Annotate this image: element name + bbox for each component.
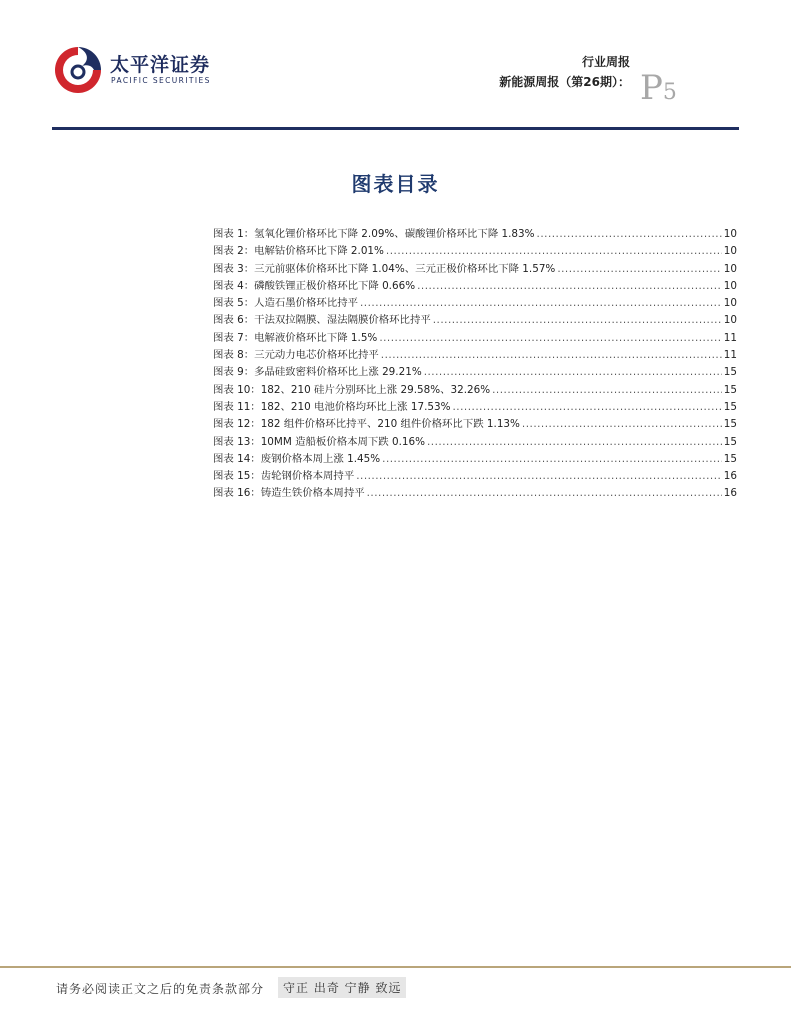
toc-item[interactable] [213,433,737,450]
toc-item-page: 11 [723,349,737,362]
toc-item-page: 10 [723,297,737,310]
toc-leader-dots [557,263,721,275]
toc-item-page: 15 [723,435,737,448]
toc-leader-dots [492,384,722,396]
toc-item[interactable] [213,363,737,380]
footer-motto: 守正 出奇 宁静 致远 [278,977,406,998]
toc-leader-dots [453,401,722,413]
toc-leader-dots [417,280,722,292]
toc-title: 图表目录 [351,172,440,196]
toc-item-page: 16 [723,487,737,500]
toc-item-text: 图表 6：干法双拉隔膜、湿法隔膜价格环比持平 [213,314,431,327]
toc-list [213,225,737,502]
toc-item-page: 16 [723,470,737,483]
toc-item-text: 图表 3：三元前驱体价格环比下降 1.04%、三元正极价格环比下降 1.57% [213,262,556,275]
toc-item-page: 10 [723,314,737,327]
toc-item-text: 图表 7：电解液价格环比下降 1.5% [213,331,378,344]
page-digit: 5 [662,80,677,105]
toc-item[interactable] [213,260,737,277]
toc-item-page: 15 [723,418,737,431]
toc-leader-dots [386,245,722,257]
logo-english-name: PACIFIC SECURITIES [111,76,211,85]
toc-leader-dots [424,366,722,378]
toc-leader-dots [382,453,722,465]
toc-leader-dots [433,314,722,326]
toc-item-page: 10 [723,245,737,258]
toc-item[interactable] [213,398,737,415]
report-type: 行业周报 [581,55,630,69]
toc-item-text: 图表 12：182 组件价格环比持平、210 组件价格环比下跌 1.13% [213,418,520,431]
page-letter: P [640,68,663,108]
toc-item[interactable] [213,294,737,311]
toc-leader-dots [522,418,722,430]
toc-item[interactable] [213,450,737,467]
toc-item[interactable] [213,415,737,432]
company-logo [52,44,222,94]
toc-item-text: 图表 8：三元动力电芯价格环比持平 [213,349,379,362]
toc-item-text: 图表 2：电解钴价格环比下降 2.01% [213,245,384,258]
header-divider [52,127,739,130]
toc-item-page: 15 [723,452,737,465]
toc-item-text: 图表 11：182、210 电池价格均环比上涨 17.53% [213,400,451,413]
toc-item-text: 图表 16：铸造生铁价格本周持平 [213,487,365,500]
report-issue-title: 新能源周报（第26期）： [499,75,630,89]
toc-item-page: 11 [723,331,737,344]
toc-item[interactable] [213,225,737,242]
footer-disclaimer-note: 请务必阅读正文之后的免责条款部分 [56,982,265,996]
toc-item[interactable] [213,242,737,259]
toc-leader-dots [356,470,722,482]
toc-leader-dots [379,332,721,344]
toc-leader-dots [367,487,722,499]
toc-item[interactable] [213,329,737,346]
toc-item-page: 10 [723,262,737,275]
toc-item-text: 图表 4：磷酸铁锂正极价格环比下降 0.66% [213,279,416,292]
pacific-securities-logo-icon [52,44,104,96]
toc-item[interactable] [213,484,737,501]
toc-item-text: 图表 10：182、210 硅片分别环比上涨 29.58%、32.26% [213,383,491,396]
toc-item-page: 15 [723,383,737,396]
toc-item-text: 图表 5：人造石墨价格环比持平 [213,297,358,310]
page-number [640,68,677,108]
footer-divider [0,966,791,968]
toc-item-page: 15 [723,366,737,379]
toc-item-text: 图表 15：齿轮钢价格本周持平 [213,470,355,483]
toc-item[interactable] [213,381,737,398]
toc-item[interactable] [213,277,737,294]
toc-item[interactable] [213,467,737,484]
toc-item-text: 图表 14：废钢价格本周上涨 1.45% [213,452,381,465]
toc-item-text: 图表 1：氢氧化锂价格环比下降 2.09%、碳酸锂价格环比下降 1.83% [213,228,535,240]
toc-item[interactable] [213,346,737,363]
toc-leader-dots [381,349,722,361]
toc-leader-dots [537,228,722,240]
toc-item-text: 图表 9：多晶硅致密料价格环比上涨 29.21% [213,366,422,379]
toc-item-page: 10 [723,228,737,240]
toc-item[interactable] [213,311,737,328]
toc-item-text: 图表 13：10MM 造船板价格本周下跌 0.16% [213,435,425,448]
toc-item-page: 10 [723,279,737,292]
toc-leader-dots [427,436,722,448]
toc-leader-dots [360,297,722,309]
logo-chinese-name: 太平洋证券 [110,54,211,76]
toc-item-page: 15 [723,400,737,413]
